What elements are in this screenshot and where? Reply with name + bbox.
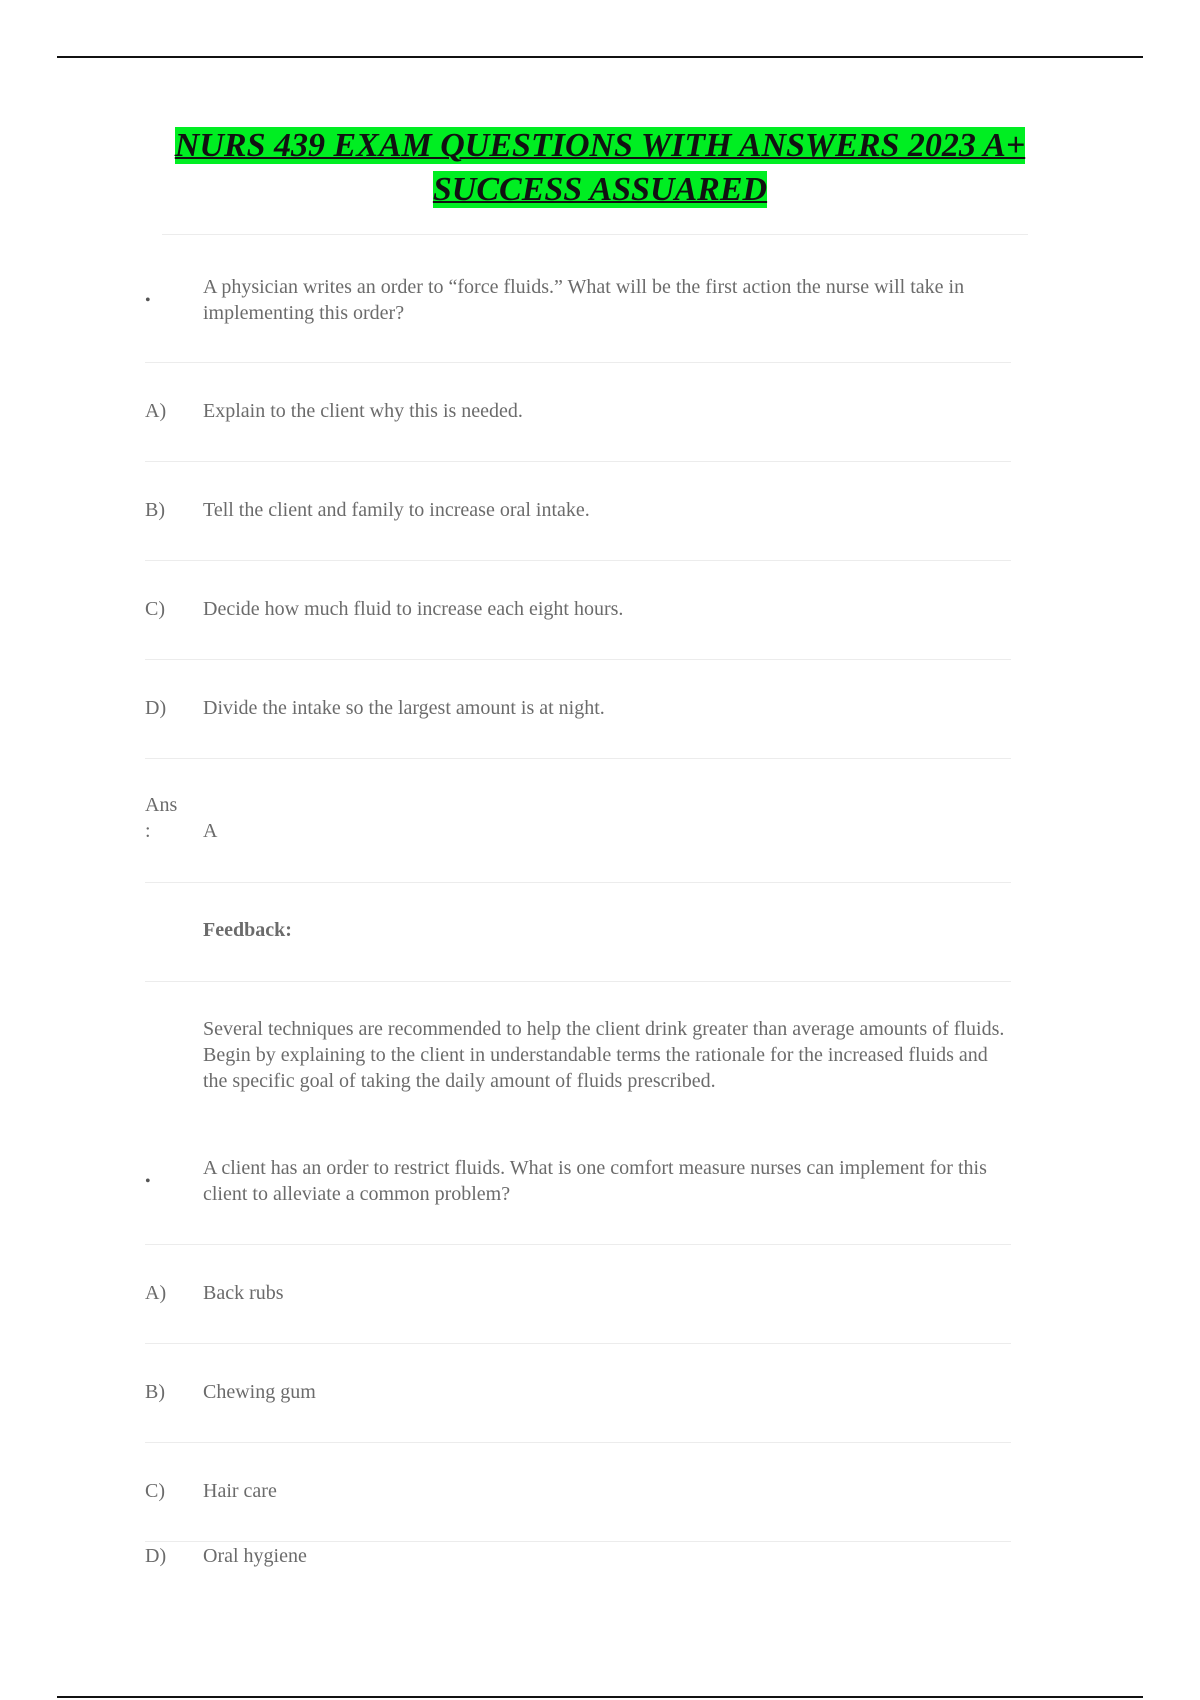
option-label: B) bbox=[145, 1381, 165, 1403]
option-text: Explain to the client why this is needed. bbox=[203, 400, 523, 422]
top-rule bbox=[57, 56, 1143, 58]
question-1-answer bbox=[145, 792, 1011, 848]
separator bbox=[162, 234, 1028, 235]
feedback-text: Several techniques are recommended to help the client drink greater than average amounts of fluids. Begin by explaining to the client in understandable terms the rationale for the increased fluids and the specific goal of taking the daily amount of fluids prescribed. bbox=[203, 1018, 1005, 1092]
question-bullet: • bbox=[145, 1173, 151, 1190]
option-label: C) bbox=[145, 1480, 165, 1502]
question-2-stem: A client has an order to restrict fluids. What is one comfort measure nurses can implement for this client to alleviate a common problem? bbox=[203, 1157, 987, 1205]
option-label: D) bbox=[145, 1545, 167, 1567]
separator bbox=[145, 1244, 1011, 1245]
question-1-stem: A physician writes an order to “force fluids.” What will be the first action the nurse will take in implementing this order? bbox=[203, 276, 965, 324]
option-text: Hair care bbox=[203, 1480, 277, 1502]
option-label: A) bbox=[145, 400, 167, 422]
answer-value: A bbox=[203, 820, 218, 842]
title-line-2: SUCCESS ASSUARED bbox=[432, 171, 768, 208]
separator bbox=[145, 659, 1011, 660]
option-label: D) bbox=[145, 697, 167, 719]
separator bbox=[145, 560, 1011, 561]
separator bbox=[145, 882, 1011, 883]
feedback-heading: Feedback: bbox=[203, 919, 292, 941]
answer-label-colon: : bbox=[145, 820, 151, 842]
document-title bbox=[130, 124, 1070, 212]
option-label: C) bbox=[145, 598, 165, 620]
question-bullet: • bbox=[145, 292, 151, 309]
option-label: B) bbox=[145, 499, 165, 521]
title-line-1: NURS 439 EXAM QUESTIONS WITH ANSWERS 2023 A+ bbox=[174, 127, 1026, 164]
separator bbox=[145, 981, 1011, 982]
option-text: Tell the client and family to increase oral intake. bbox=[203, 499, 590, 521]
option-text: Chewing gum bbox=[203, 1381, 316, 1403]
separator bbox=[145, 362, 1011, 363]
option-text: Divide the intake so the largest amount is at night. bbox=[203, 697, 605, 719]
option-label: A) bbox=[145, 1282, 167, 1304]
option-text: Back rubs bbox=[203, 1282, 284, 1304]
option-text: Decide how much fluid to increase each eight hours. bbox=[203, 598, 624, 620]
separator bbox=[145, 461, 1011, 462]
answer-label-text: Ans bbox=[145, 794, 178, 816]
separator bbox=[145, 758, 1011, 759]
separator bbox=[145, 1541, 1011, 1542]
answer-label bbox=[145, 792, 195, 844]
separator bbox=[145, 1343, 1011, 1344]
separator bbox=[145, 1442, 1011, 1443]
bottom-rule bbox=[57, 1696, 1143, 1698]
option-text: Oral hygiene bbox=[203, 1545, 307, 1567]
